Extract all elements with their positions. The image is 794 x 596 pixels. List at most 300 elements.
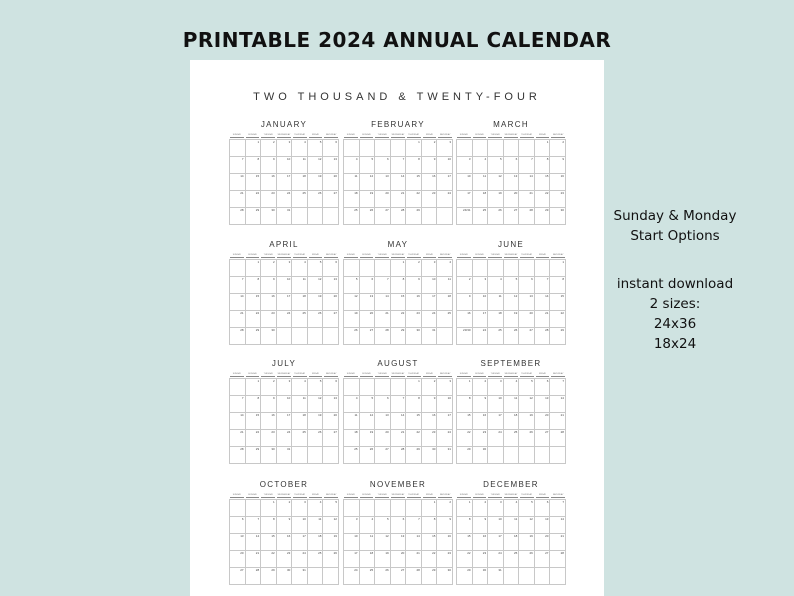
day-number: 18 — [369, 551, 374, 555]
day-number: 17 — [286, 174, 291, 178]
day-cell — [292, 174, 308, 191]
day-number: 12 — [529, 517, 533, 521]
day-cell — [375, 568, 391, 585]
day-cell — [504, 500, 520, 517]
day-cell — [504, 328, 520, 345]
day-cell — [535, 500, 551, 517]
day-cell — [230, 517, 246, 534]
day-number: 11 — [483, 174, 487, 178]
day-number: 25 — [498, 328, 502, 332]
day-number: 10 — [482, 294, 487, 298]
day-number: 22 — [400, 311, 405, 315]
weekday-label: SATURDAY — [439, 134, 451, 136]
day-number: 23 — [416, 311, 420, 315]
day-cell — [344, 551, 360, 568]
day-number: 16 — [432, 413, 436, 417]
day-number: 14 — [240, 413, 244, 417]
day-number: 8 — [257, 277, 260, 281]
day-number: 2 — [468, 277, 471, 281]
day-cell — [422, 379, 438, 396]
weekday-label: WEDNESDAY — [504, 373, 518, 375]
day-number: 30 — [482, 568, 487, 572]
day-number: 28 — [255, 568, 260, 572]
day-cell — [406, 294, 422, 311]
start-options-line1: Sunday & Monday — [613, 208, 737, 224]
day-number: 29 — [560, 328, 564, 332]
day-cell — [230, 294, 246, 311]
day-number: 2 — [449, 500, 451, 504]
day-number: 11 — [370, 534, 374, 538]
day-cell — [308, 413, 324, 430]
day-number: 23 — [560, 191, 564, 195]
day-number: 24 — [447, 191, 451, 195]
weekday-label: FRIDAY — [309, 372, 323, 377]
day-number: 4 — [515, 379, 518, 383]
day-number: 19 — [513, 311, 518, 315]
day-number: 9 — [273, 277, 275, 281]
day-cell — [261, 551, 277, 568]
day-number: 14 — [240, 294, 244, 298]
weekday-label: THURSDAY — [294, 254, 306, 256]
day-number: 10 — [447, 396, 451, 400]
day-cell — [391, 140, 407, 157]
day-cell — [375, 208, 391, 225]
day-number: 11 — [318, 517, 322, 521]
day-cell — [292, 260, 308, 277]
weekday-label: FRIDAY — [309, 493, 323, 498]
day-number: 31 — [447, 447, 451, 451]
day-cell — [323, 396, 339, 413]
weekday-label: TUESDAY — [488, 372, 502, 377]
day-number: 24 — [498, 551, 502, 555]
day-cell — [535, 311, 551, 328]
day-number: 13 — [385, 413, 389, 417]
day-number: 22 — [467, 551, 471, 555]
day-cell — [504, 568, 520, 585]
day-cell — [535, 260, 551, 277]
day-cell — [323, 294, 339, 311]
day-cell — [391, 294, 407, 311]
day-number: 3 — [288, 379, 291, 383]
day-cell — [473, 157, 489, 174]
day-cell — [344, 517, 360, 534]
day-number: 15 — [271, 534, 275, 538]
day-number: 6 — [402, 517, 405, 521]
day-grid — [229, 139, 339, 225]
day-cell — [473, 328, 489, 345]
day-cell — [535, 140, 551, 157]
day-cell — [437, 311, 453, 328]
weekday-label: TUESDAY — [261, 372, 275, 377]
day-cell — [344, 447, 360, 464]
day-cell — [437, 277, 453, 294]
day-cell — [292, 311, 308, 328]
day-cell — [261, 568, 277, 585]
day-number: 7 — [387, 277, 389, 281]
day-cell — [344, 328, 360, 345]
day-cell — [277, 311, 293, 328]
day-cell — [323, 379, 339, 396]
day-number: 5 — [355, 277, 358, 281]
day-cell — [360, 191, 376, 208]
day-cell — [308, 430, 324, 447]
day-number: 29 — [545, 208, 549, 212]
day-cell — [391, 174, 407, 191]
day-number: 9 — [484, 396, 487, 400]
day-cell — [535, 430, 551, 447]
day-number: 21 — [240, 191, 244, 195]
day-number: 24 — [286, 311, 291, 315]
month-name: JANUARY — [260, 120, 308, 129]
day-number: 27 — [240, 568, 244, 572]
day-cell — [550, 140, 566, 157]
day-number: 11 — [447, 277, 451, 281]
day-cell — [406, 430, 422, 447]
day-cell — [406, 534, 422, 551]
day-number: 25 — [318, 551, 322, 555]
day-cell — [473, 174, 489, 191]
day-cell — [246, 140, 262, 157]
day-number: 6 — [515, 157, 518, 161]
day-cell — [437, 260, 453, 277]
weekday-label: WEDNESDAY — [277, 494, 291, 496]
day-cell — [550, 191, 566, 208]
day-number: 14 — [560, 517, 564, 521]
weekday-label: SUNDAY — [457, 133, 471, 138]
day-cell — [488, 174, 504, 191]
day-cell — [457, 447, 473, 464]
day-cell — [391, 157, 407, 174]
day-number: 20 — [513, 191, 518, 195]
weekday-label: WEDNESDAY — [504, 254, 518, 256]
day-number: 28 — [240, 208, 244, 212]
day-cell — [292, 328, 308, 345]
day-cell — [277, 208, 293, 225]
day-cell — [246, 430, 262, 447]
day-number: 19 — [498, 191, 502, 195]
weekday-label: MONDAY — [360, 493, 374, 498]
day-number: 23 — [271, 191, 275, 195]
day-number: 1 — [402, 260, 405, 264]
day-cell — [504, 294, 520, 311]
day-cell — [246, 534, 262, 551]
day-number: 3 — [449, 140, 451, 144]
month-february — [343, 119, 453, 225]
day-cell — [246, 157, 262, 174]
day-cell — [406, 500, 422, 517]
weekday-label: TUESDAY — [261, 493, 275, 498]
day-number: 8 — [468, 517, 471, 521]
day-cell — [437, 396, 453, 413]
day-cell — [230, 430, 246, 447]
day-number: 4 — [304, 260, 306, 264]
day-cell — [519, 534, 535, 551]
weekday-label: FRIDAY — [536, 133, 550, 138]
day-grid — [456, 499, 566, 585]
day-cell — [230, 191, 246, 208]
day-cell — [504, 430, 520, 447]
day-number: 12 — [529, 396, 533, 400]
day-number: 1 — [468, 379, 471, 383]
day-cell — [422, 447, 438, 464]
day-number: 11 — [302, 157, 306, 161]
day-number: 1 — [257, 379, 260, 383]
day-cell — [488, 568, 504, 585]
day-number: 10 — [432, 277, 436, 281]
day-cell — [457, 294, 473, 311]
day-cell — [550, 157, 566, 174]
day-number: 5 — [319, 260, 322, 264]
weekday-label: TUESDAY — [375, 133, 389, 138]
day-number: 16 — [271, 413, 275, 417]
day-number: 16 — [286, 534, 291, 538]
day-cell — [308, 500, 324, 517]
day-number: 24 — [302, 551, 306, 555]
day-number: 18 — [354, 191, 358, 195]
day-cell — [473, 517, 489, 534]
day-number: 17 — [467, 191, 471, 195]
day-cell — [246, 328, 262, 345]
day-cell — [519, 328, 535, 345]
day-number: 7 — [241, 157, 244, 161]
day-number: 12 — [369, 413, 374, 417]
day-cell — [277, 517, 293, 534]
day-cell — [292, 379, 308, 396]
day-cell — [422, 311, 438, 328]
weekday-label: FRIDAY — [423, 493, 437, 498]
day-number: 2 — [433, 140, 436, 144]
weekday-label: TUESDAY — [261, 253, 275, 258]
day-number: 13 — [333, 157, 337, 161]
day-cell — [406, 260, 422, 277]
day-number: 22 — [545, 191, 549, 195]
day-cell — [406, 311, 422, 328]
day-number: 10 — [467, 174, 471, 178]
day-number: 31 — [432, 328, 436, 332]
weekday-label: SATURDAY — [325, 134, 337, 136]
day-number: 20 — [545, 534, 549, 538]
day-number: 6 — [387, 396, 389, 400]
day-cell — [406, 568, 422, 585]
day-number: 15 — [416, 413, 420, 417]
day-number: 20 — [545, 413, 549, 417]
day-number: 23 — [482, 551, 487, 555]
day-cell — [230, 140, 246, 157]
weekday-label: WEDNESDAY — [277, 134, 291, 136]
day-number: 4 — [449, 260, 451, 264]
month-name: OCTOBER — [259, 480, 309, 489]
day-number: 6 — [335, 140, 337, 144]
day-number: 22 — [255, 311, 260, 315]
day-number: 12 — [333, 517, 337, 521]
day-cell — [488, 500, 504, 517]
day-cell — [308, 157, 324, 174]
day-grid — [229, 378, 339, 464]
day-number: 22 — [255, 191, 260, 195]
month-october — [229, 479, 339, 585]
weekday-label: SATURDAY — [552, 134, 564, 136]
day-cell — [375, 294, 391, 311]
day-cell — [375, 260, 391, 277]
day-number: 9 — [449, 517, 451, 521]
day-cell — [246, 551, 262, 568]
day-cell — [360, 568, 376, 585]
day-number: 19 — [318, 294, 322, 298]
weekday-header — [343, 493, 453, 498]
day-cell — [230, 328, 246, 345]
day-number: 9 — [468, 294, 471, 298]
day-cell — [422, 551, 438, 568]
day-cell — [457, 208, 473, 225]
day-cell — [473, 551, 489, 568]
day-grid — [456, 378, 566, 464]
day-number: 10 — [302, 517, 306, 521]
day-number: 25 — [302, 430, 306, 434]
weekday-label: THURSDAY — [294, 373, 306, 375]
day-cell — [360, 534, 376, 551]
weekday-header — [229, 493, 339, 498]
day-number: 27 — [385, 208, 389, 212]
day-cell — [277, 568, 293, 585]
day-number: 2 — [562, 140, 564, 144]
day-number: 19 — [385, 551, 389, 555]
day-number: 16 — [482, 413, 487, 417]
day-number: 20 — [369, 311, 374, 315]
day-cell — [473, 140, 489, 157]
day-cell — [391, 568, 407, 585]
day-cell — [292, 568, 308, 585]
day-cell — [246, 517, 262, 534]
day-cell — [550, 447, 566, 464]
start-options-text — [610, 206, 740, 246]
size-option-2: 18x24 — [653, 336, 697, 352]
month-name: MARCH — [493, 120, 529, 129]
day-cell — [360, 277, 376, 294]
day-cell — [292, 191, 308, 208]
day-cell — [550, 413, 566, 430]
day-cell — [277, 379, 293, 396]
day-cell — [375, 140, 391, 157]
day-number: 15 — [467, 413, 471, 417]
day-cell — [391, 534, 407, 551]
weekday-label: SUNDAY — [230, 493, 244, 498]
day-cell — [323, 311, 339, 328]
day-number: 18 — [513, 534, 518, 538]
weekday-label: MONDAY — [246, 253, 260, 258]
day-cell — [360, 500, 376, 517]
day-number: 13 — [513, 174, 518, 178]
day-cell — [360, 294, 376, 311]
day-cell — [230, 208, 246, 225]
day-number: 29 — [400, 328, 405, 332]
weekday-label: SATURDAY — [439, 494, 451, 496]
day-number: 24 — [286, 430, 291, 434]
day-number: 28 — [240, 328, 244, 332]
day-number: 5 — [531, 379, 533, 383]
start-options-line2: Start Options — [630, 228, 720, 244]
day-number: 30 — [416, 328, 420, 332]
day-cell — [323, 260, 339, 277]
day-cell — [391, 208, 407, 225]
day-cell — [437, 140, 453, 157]
day-cell — [391, 517, 407, 534]
day-number: 6 — [531, 277, 533, 281]
day-cell — [277, 534, 293, 551]
day-number: 13 — [545, 396, 549, 400]
day-number: 15 — [467, 534, 471, 538]
weekday-label: WEDNESDAY — [391, 494, 405, 496]
day-number: 19 — [333, 534, 337, 538]
day-number: 28 — [400, 447, 405, 451]
day-number: 3 — [288, 260, 291, 264]
day-cell — [246, 396, 262, 413]
day-number: 30 — [271, 328, 275, 332]
day-cell — [323, 157, 339, 174]
day-number: 9 — [562, 157, 564, 161]
day-number: 28 — [240, 447, 244, 451]
day-cell — [473, 413, 489, 430]
day-cell — [550, 568, 566, 585]
day-cell — [375, 430, 391, 447]
day-cell — [457, 140, 473, 157]
day-cell — [391, 260, 407, 277]
size-option-1: 24x36 — [653, 316, 697, 332]
day-cell — [488, 551, 504, 568]
day-cell — [406, 413, 422, 430]
day-cell — [519, 140, 535, 157]
weekday-label: FRIDAY — [536, 493, 550, 498]
day-cell — [406, 191, 422, 208]
day-number: 26 — [318, 311, 322, 315]
day-cell — [246, 413, 262, 430]
day-number: 26 — [318, 191, 322, 195]
day-number: 3 — [484, 277, 487, 281]
weekday-label: FRIDAY — [423, 253, 437, 258]
day-cell — [422, 260, 438, 277]
day-grid — [229, 499, 339, 585]
day-cell — [375, 447, 391, 464]
day-cell — [246, 447, 262, 464]
day-cell — [488, 157, 504, 174]
day-number: 3 — [433, 260, 436, 264]
day-cell — [535, 157, 551, 174]
day-number: 4 — [500, 277, 502, 281]
day-cell — [308, 328, 324, 345]
day-number: 8 — [418, 157, 420, 161]
day-number: 25 — [513, 430, 518, 434]
day-number: 8 — [562, 277, 564, 281]
day-cell — [535, 413, 551, 430]
day-cell — [406, 517, 422, 534]
day-number: 2 — [273, 379, 275, 383]
day-number: 19 — [354, 311, 358, 315]
day-cell — [488, 396, 504, 413]
day-cell — [488, 260, 504, 277]
weekday-label: THURSDAY — [408, 134, 420, 136]
day-number: 13 — [333, 277, 337, 281]
day-cell — [504, 174, 520, 191]
day-cell — [504, 413, 520, 430]
day-cell — [277, 500, 293, 517]
day-cell — [437, 294, 453, 311]
day-number: 1 — [273, 500, 275, 504]
day-cell — [230, 568, 246, 585]
day-number: 24 — [354, 568, 358, 572]
day-number: 18 — [513, 413, 518, 417]
day-cell — [323, 191, 339, 208]
day-cell — [308, 277, 324, 294]
month-name: JUNE — [497, 240, 525, 249]
